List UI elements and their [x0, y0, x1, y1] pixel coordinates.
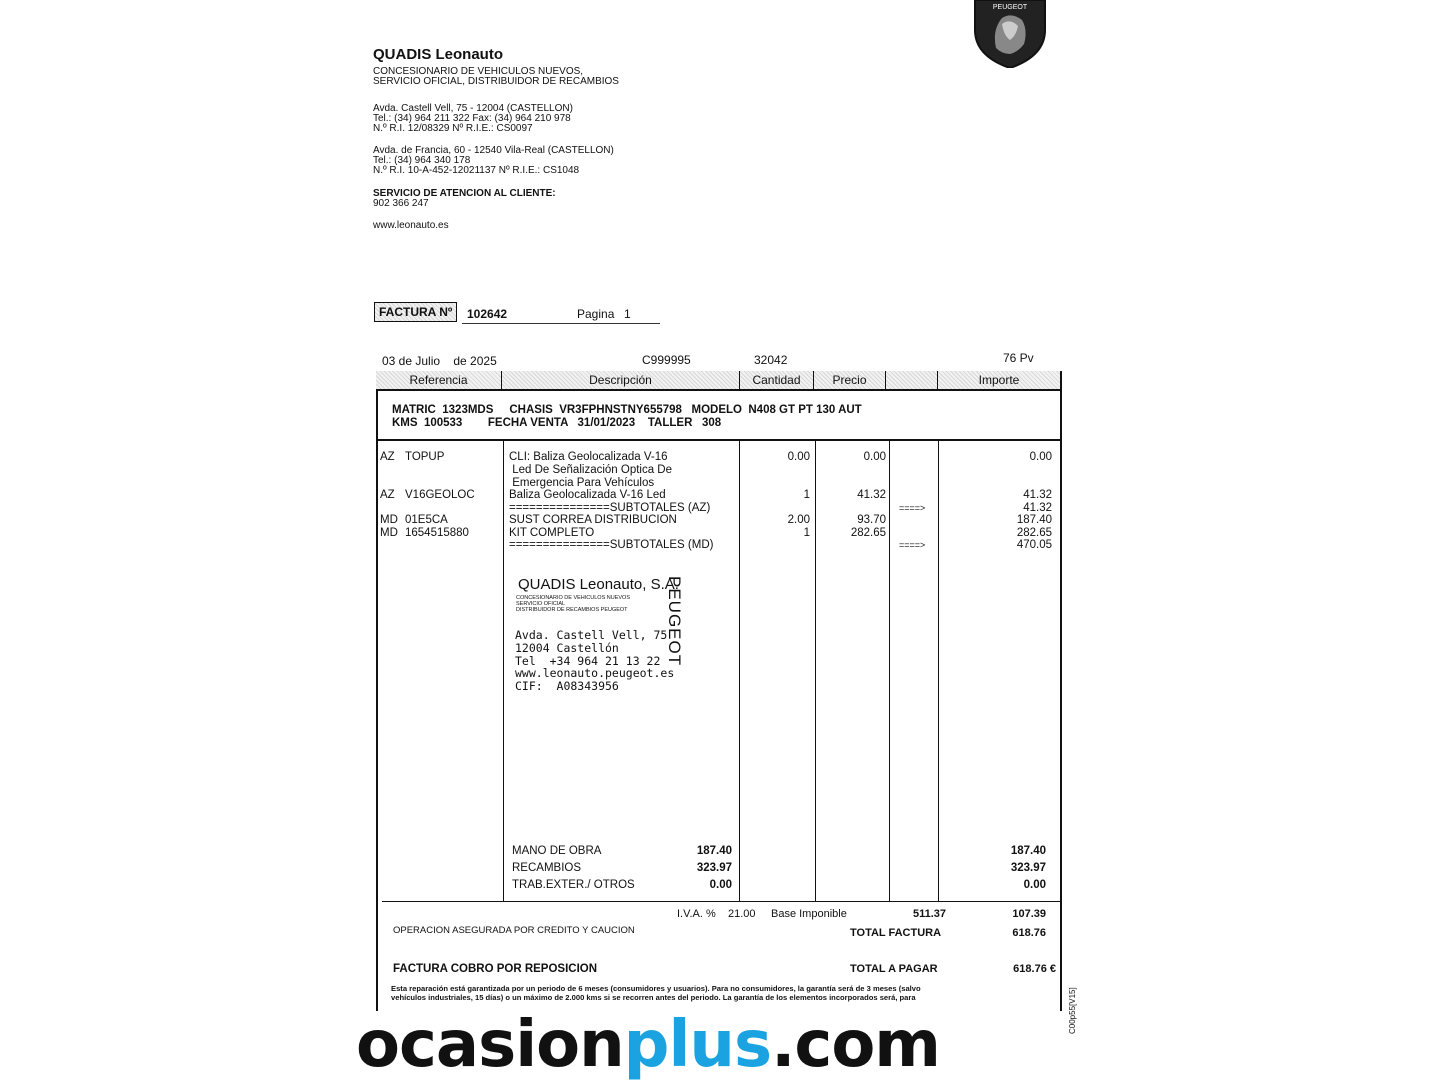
watermark-part3: .com — [771, 1008, 940, 1080]
summary-total: 187.40 — [1010, 845, 1046, 857]
item-desc: Led De Señalización Óptica De — [509, 464, 673, 476]
item-desc: SUST CORREA DISTRIBUCION — [509, 514, 677, 526]
col-blank — [886, 371, 938, 389]
invoice-label: FACTURA Nº — [374, 302, 457, 322]
summary-label: MANO DE OBRA — [512, 845, 602, 857]
item-ref: TOPUP — [405, 451, 445, 463]
item-amount: 187.40 — [1016, 514, 1052, 526]
item-amount: 41.32 — [1023, 489, 1052, 501]
item-type: MD — [380, 514, 398, 526]
vehicle-info — [376, 391, 1062, 441]
invoice-underline — [462, 323, 660, 324]
item-amount: 470.05 — [1016, 539, 1052, 551]
cobro-label: FACTURA COBRO POR REPOSICION — [393, 963, 598, 975]
peugeot-logo — [972, 0, 1048, 68]
iva-label: I.V.A. % — [677, 908, 716, 920]
total-factura-value: 618.76 — [1012, 927, 1046, 939]
item-desc: KIT COMPLETO — [509, 527, 595, 539]
stamp-small1: CONCESIONARIO DE VEHICULOS NUEVOS — [516, 595, 630, 601]
totals-divider — [382, 901, 1062, 902]
col-divider — [815, 441, 816, 901]
item-desc: Baliza Geolocalizada V-16 Led — [509, 489, 666, 501]
stamp-small2: SERVICIO OFICIAL — [516, 601, 566, 607]
iva-rate: 21.00 — [728, 908, 756, 920]
base-value: 511.37 — [912, 908, 946, 920]
summary-value: 0.00 — [709, 879, 732, 891]
footer-note-2: vehículos industriales, 15 días) o un máximo de 2.000 kms si se recorren antes del periodo. La garantía de los elementos incorporados será, para — [391, 993, 916, 1002]
page-label: Pagina — [577, 307, 615, 321]
stamp-address: Avda. Castell Vell, 75 — [515, 628, 668, 642]
stamp-small3: DISTRIBUIDOR DE RECAMBIOS PEUGEOT — [516, 607, 628, 613]
iva-amount: 107.39 — [1012, 908, 1046, 920]
svg-text:PEUGEOT: PEUGEOT — [992, 4, 1028, 11]
item-desc: ===============SUBTOTALES (AZ) — [509, 502, 711, 514]
stamp-cif: CIF: A08343956 — [515, 679, 619, 693]
page-number: 1 — [624, 307, 631, 321]
stamp-web: www.leonauto.peugeot.es — [515, 666, 675, 680]
address1-tel: Tel.: (34) 964 211 322 Fax: (34) 964 210 978 — [373, 113, 571, 124]
address2-reg: N.º R.I. 10-A-452-12021137 Nº R.I.E.: CS1048 — [373, 165, 580, 176]
col-divider — [889, 441, 890, 901]
summary-label: RECAMBIOS — [512, 862, 582, 874]
watermark-part2: plus — [623, 1008, 772, 1080]
ocasionplus-watermark — [356, 1010, 940, 1080]
pv-code: 76 Pv — [1003, 351, 1034, 365]
summary-total: 323.97 — [1010, 862, 1046, 874]
stamp-city: 12004 Castellón — [515, 641, 619, 655]
item-price: 41.32 — [857, 489, 886, 501]
total-factura-label: TOTAL FACTURA — [850, 927, 942, 939]
summary-total: 0.00 — [1023, 879, 1046, 891]
service-phone: 902 366 247 — [373, 198, 429, 209]
ref-code: 32042 — [754, 353, 788, 367]
item-arrow: ====> — [899, 540, 926, 550]
item-qty: 1 — [803, 527, 810, 539]
item-desc: ===============SUBTOTALES (MD) — [509, 539, 714, 551]
item-ref: 1654515880 — [405, 527, 469, 539]
address2-tel: Tel.: (34) 964 340 178 — [373, 155, 471, 166]
invoice-number: 102642 — [467, 307, 508, 321]
client-code: C999995 — [642, 353, 691, 367]
item-qty: 1 — [803, 489, 810, 501]
company-stamp — [508, 574, 748, 704]
item-ref: V16GEOLOC — [405, 489, 475, 501]
total-pagar-value: 618.76 € — [1013, 963, 1056, 975]
base-label: Base Imponible — [771, 908, 847, 920]
address2: Avda. de Francia, 60 - 12540 Vila-Real (CASTELLON) — [373, 145, 614, 156]
company-line2: SERVICIO OFICIAL, DISTRIBUIDOR DE RECAMBIOS — [373, 76, 619, 87]
item-amount: 41.32 — [1023, 502, 1052, 514]
address1: Avda. Castell Vell, 75 - 12004 (CASTELLON) — [373, 103, 573, 114]
watermark-part1: ocasion — [356, 1008, 624, 1080]
side-code: C00p55[V15] — [1068, 987, 1077, 1034]
item-amount: 282.65 — [1016, 527, 1052, 539]
footer-note-1: Esta reparación está garantizada por un periodo de 6 meses (consumidores y usuarios). Para no consumidores, la garantía será de 3 meses (salvo — [391, 984, 921, 993]
col-divider — [503, 441, 504, 901]
item-type: AZ — [380, 451, 395, 463]
total-pagar-label: TOTAL A PAGAR — [850, 963, 938, 975]
stamp-tel: Tel +34 964 21 13 22 — [515, 654, 661, 668]
company-name: QUADIS Leonauto — [373, 46, 503, 63]
col-referencia: Referencia — [376, 371, 502, 389]
summary-value: 323.97 — [696, 862, 732, 874]
summary-value: 187.40 — [696, 845, 732, 857]
vehicle-line2: KMS 100533 FECHA VENTA 31/01/2023 TALLER 308 — [392, 417, 722, 429]
company-web: www.leonauto.es — [373, 220, 449, 231]
item-qty: 2.00 — [787, 514, 810, 526]
stamp-name: QUADIS Leonauto, S.A. — [518, 576, 679, 593]
item-price: 282.65 — [850, 527, 886, 539]
item-desc: CLI: Baliza Geolocalizada V-16 — [509, 451, 668, 463]
item-price: 93.70 — [857, 514, 886, 526]
col-importe: Importe — [938, 371, 1060, 389]
item-qty: 0.00 — [787, 451, 810, 463]
item-type: AZ — [380, 489, 395, 501]
company-line1: CONCESIONARIO DE VEHICULOS NUEVOS, — [373, 66, 584, 77]
col-precio: Precio — [814, 371, 886, 389]
insurance-note: OPERACION ASEGURADA POR CREDITO Y CAUCION — [393, 925, 635, 936]
col-descripcion: Descripción — [502, 371, 740, 389]
service-label: SERVICIO DE ATENCION AL CLIENTE: — [373, 188, 556, 199]
item-desc: Emergencia Para Vehículos — [509, 477, 655, 489]
vehicle-line1: MATRIC 1323MDS CHASIS VR3FPHNSTNY655798 MODELO N408 GT PT 130 AUT — [392, 404, 862, 416]
item-arrow: ====> — [899, 503, 926, 513]
address1-reg: N.º R.I. 12/08329 Nº R.I.E.: CS0097 — [373, 123, 533, 134]
item-amount: 0.00 — [1029, 451, 1052, 463]
item-type: MD — [380, 527, 398, 539]
invoice-date: 03 de Julio de 2025 — [382, 354, 497, 368]
stamp-brand: PEUGEOT — [665, 576, 684, 667]
summary-label: TRAB.EXTER./ OTROS — [512, 879, 635, 891]
item-ref: 01E5CA — [405, 514, 448, 526]
table-header — [376, 371, 1062, 391]
col-cantidad: Cantidad — [740, 371, 814, 389]
item-price: 0.00 — [863, 451, 886, 463]
